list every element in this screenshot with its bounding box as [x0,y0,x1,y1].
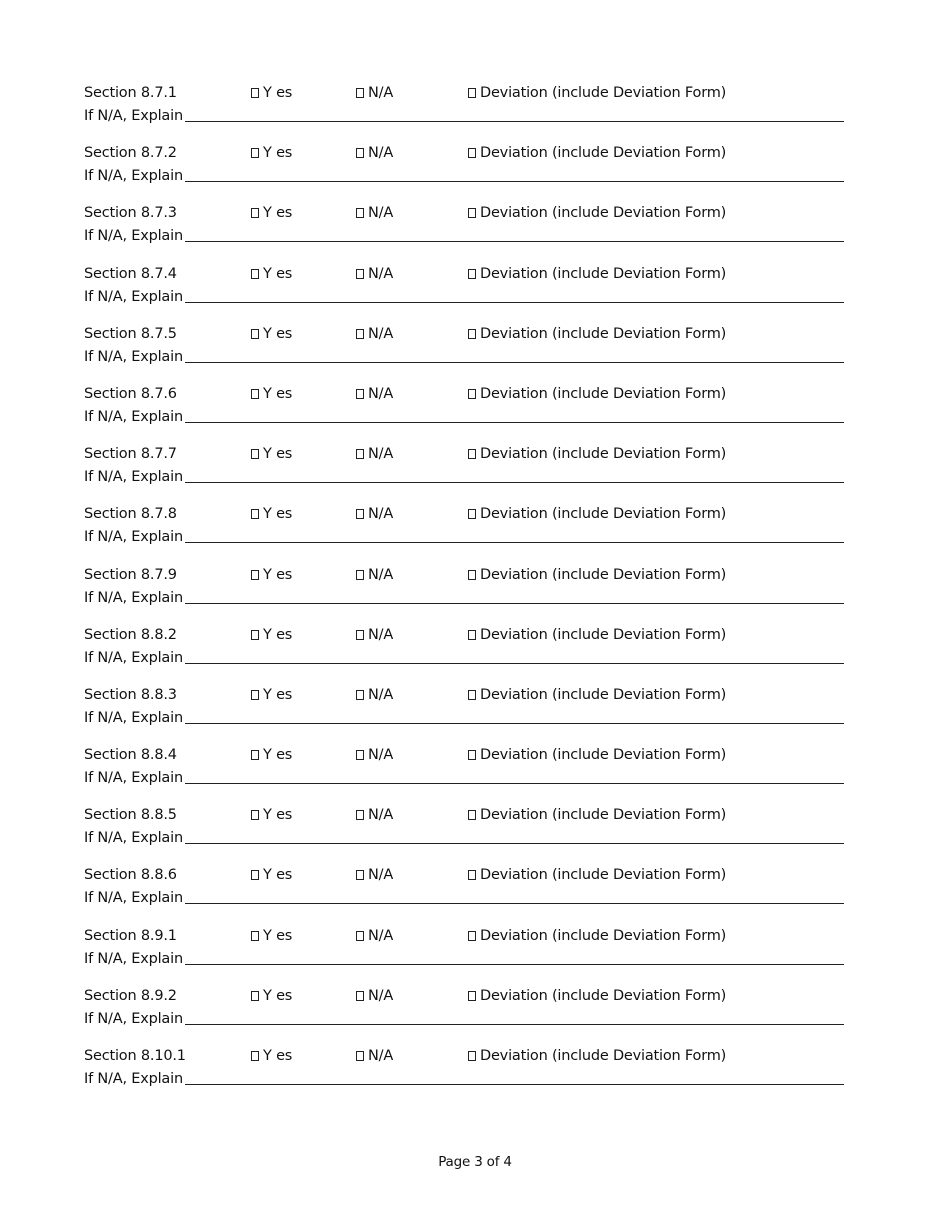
explain-blank-line[interactable] [185,722,844,724]
checkbox-label: N/A [368,686,394,703]
section-label: Section 8.8.6 [84,867,177,884]
checkbox-square-icon[interactable] [251,810,259,820]
checkbox-label: Deviation (include Deviation Form) [480,747,727,764]
deviation-checkbox[interactable] [468,687,726,703]
explain-label: If N/A, Explain [84,649,183,666]
checkbox-square-icon[interactable] [356,329,364,339]
deviation-checkbox[interactable] [468,386,726,402]
explain-blank-line[interactable] [185,180,844,182]
section-label: Section 8.7.1 [84,85,177,101]
checkbox-square-icon[interactable] [468,148,476,158]
checklist-row [84,446,844,506]
na-checkbox[interactable] [356,446,393,462]
deviation-checkbox[interactable] [468,85,726,101]
checkbox-square-icon[interactable] [356,509,364,519]
checkbox-label: N/A [368,506,394,523]
yes-checkbox[interactable] [251,145,292,161]
section-options-line [84,807,844,826]
checkbox-square-icon[interactable] [356,389,364,399]
checklist-row [84,627,844,687]
section-options-line [84,506,844,525]
section-label: Section 8.7.2 [84,145,177,162]
section-label: Section 8.8.3 [84,686,177,703]
checkbox-label: N/A [368,807,394,824]
checklist-row [84,867,844,927]
explain-blank-line[interactable] [185,662,844,664]
explain-label: If N/A, Explain [84,589,183,606]
checkbox-label: Y es [263,807,293,824]
explain-line [84,405,844,425]
section-options-line [84,867,844,886]
checkbox-label: Y es [263,205,293,222]
checkbox-label: Y es [263,325,293,342]
checkbox-label: N/A [368,987,394,1004]
section-options-line [84,627,844,646]
checkbox-label: Y es [263,446,293,463]
checklist-row [84,506,844,566]
na-checkbox[interactable] [356,867,393,883]
yes-checkbox[interactable] [251,446,292,462]
checkbox-square-icon[interactable] [468,630,476,640]
explain-blank-line[interactable] [185,301,844,303]
checkbox-square-icon[interactable] [468,870,476,880]
yes-checkbox[interactable] [251,326,292,342]
explain-label: If N/A, Explain [84,890,183,907]
section-options-line [84,145,844,164]
checkbox-label: Y es [263,1048,293,1064]
checkbox-square-icon[interactable] [356,449,364,459]
deviation-checkbox[interactable] [468,867,726,883]
explain-label: If N/A, Explain [84,709,183,726]
checklist-row [84,386,844,446]
checklist-row [84,988,844,1048]
yes-checkbox[interactable] [251,807,292,823]
checkbox-square-icon[interactable] [468,269,476,279]
checkbox-label: N/A [368,145,394,162]
section-label: Section 8.8.4 [84,747,177,764]
checkbox-label: N/A [368,446,394,463]
checkbox-label: Deviation (include Deviation Form) [480,265,727,282]
deviation-checkbox[interactable] [468,988,726,1004]
yes-checkbox[interactable] [251,386,292,402]
yes-checkbox[interactable] [251,1048,292,1064]
section-label: Section 8.9.1 [84,927,177,944]
checkbox-label: Deviation (include Deviation Form) [480,205,727,222]
section-options-line [84,85,844,104]
na-checkbox[interactable] [356,326,393,342]
checkbox-square-icon[interactable] [251,570,259,580]
explain-line [84,465,844,485]
deviation-checkbox[interactable] [468,326,726,342]
explain-line [84,586,844,606]
checklist-row [84,1048,844,1108]
explain-label: If N/A, Explain [84,168,183,185]
explain-blank-line[interactable] [185,1083,844,1085]
checkbox-square-icon[interactable] [356,1051,364,1061]
checkbox-square-icon[interactable] [356,88,364,98]
checkbox-square-icon[interactable] [468,1051,476,1061]
explain-label: If N/A, Explain [84,529,183,546]
deviation-checkbox[interactable] [468,747,726,763]
checkbox-square-icon[interactable] [356,931,364,941]
yes-checkbox[interactable] [251,988,292,1004]
section-options-line [84,446,844,465]
explain-line [84,345,844,365]
deviation-checkbox[interactable] [468,807,726,823]
checkbox-square-icon[interactable] [251,88,259,98]
na-checkbox[interactable] [356,687,393,703]
explain-blank-line[interactable] [185,120,844,122]
explain-blank-line[interactable] [185,361,844,363]
na-checkbox[interactable] [356,266,393,282]
explain-line [84,525,844,545]
na-checkbox[interactable] [356,506,393,522]
checklist-row [84,145,844,205]
checkbox-square-icon[interactable] [468,389,476,399]
explain-line [84,706,844,726]
section-label: Section 8.9.2 [84,987,177,1004]
checkbox-square-icon[interactable] [356,148,364,158]
checklist-row [84,928,844,988]
deviation-checkbox[interactable] [468,506,726,522]
explain-line [84,285,844,305]
na-checkbox[interactable] [356,85,393,101]
deviation-checkbox[interactable] [468,145,726,161]
checklist-row [84,326,844,386]
na-checkbox[interactable] [356,988,393,1004]
checkbox-label: Y es [263,987,293,1004]
checkbox-label: N/A [368,385,394,402]
na-checkbox[interactable] [356,627,393,643]
checkbox-label: N/A [368,1048,394,1064]
checkbox-label: Y es [263,747,293,764]
explain-line [84,947,844,967]
checkbox-square-icon[interactable] [251,630,259,640]
checklist-row [84,266,844,326]
section-label: Section 8.7.7 [84,446,177,463]
section-label: Section 8.7.6 [84,385,177,402]
explain-blank-line[interactable] [185,240,844,242]
checkbox-label: N/A [368,85,394,101]
explain-line [84,164,844,184]
checkbox-square-icon[interactable] [251,449,259,459]
checkbox-label: Y es [263,506,293,523]
explain-blank-line[interactable] [185,602,844,604]
checkbox-label: Deviation (include Deviation Form) [480,145,727,162]
checkbox-square-icon[interactable] [356,570,364,580]
checkbox-square-icon[interactable] [468,449,476,459]
explain-blank-line[interactable] [185,842,844,844]
section-options-line [84,266,844,285]
checkbox-label: Deviation (include Deviation Form) [480,686,727,703]
checkbox-label: N/A [368,566,394,583]
section-options-line [84,1048,844,1067]
explain-label: If N/A, Explain [84,288,183,305]
explain-blank-line[interactable] [185,421,844,423]
checkbox-label: N/A [368,927,394,944]
checkbox-square-icon[interactable] [251,870,259,880]
checkbox-label: Y es [263,145,293,162]
checkbox-square-icon[interactable] [251,148,259,158]
explain-blank-line[interactable] [185,902,844,904]
explain-blank-line[interactable] [185,1023,844,1025]
checkbox-label: Y es [263,867,293,884]
checkbox-label: Deviation (include Deviation Form) [480,626,727,643]
checkbox-square-icon[interactable] [251,329,259,339]
explain-line [84,224,844,244]
checkbox-label: Deviation (include Deviation Form) [480,506,727,523]
checkbox-square-icon[interactable] [468,750,476,760]
checkbox-square-icon[interactable] [468,810,476,820]
yes-checkbox[interactable] [251,687,292,703]
section-options-line [84,687,844,706]
section-label: Section 8.7.5 [84,325,177,342]
checklist-row [84,567,844,627]
explain-blank-line[interactable] [185,481,844,483]
checkbox-label: Deviation (include Deviation Form) [480,807,727,824]
yes-checkbox[interactable] [251,506,292,522]
explain-label: If N/A, Explain [84,770,183,787]
explain-label: If N/A, Explain [84,408,183,425]
checkbox-square-icon[interactable] [356,208,364,218]
na-checkbox[interactable] [356,1048,393,1064]
checklist-row [84,687,844,747]
checkbox-label: Deviation (include Deviation Form) [480,867,727,884]
explain-blank-line[interactable] [185,782,844,784]
checkbox-square-icon[interactable] [251,269,259,279]
explain-line [84,1067,844,1087]
na-checkbox[interactable] [356,928,393,944]
section-label: Section 8.8.2 [84,626,177,643]
checkbox-square-icon[interactable] [356,269,364,279]
checkbox-label: N/A [368,325,394,342]
checkbox-label: Y es [263,265,293,282]
checkbox-label: Y es [263,927,293,944]
explain-label: If N/A, Explain [84,830,183,847]
checkbox-square-icon[interactable] [251,208,259,218]
section-label: Section 8.7.8 [84,506,177,523]
checkbox-square-icon[interactable] [468,690,476,700]
checkbox-label: Deviation (include Deviation Form) [480,85,727,101]
deviation-checkbox[interactable] [468,567,726,583]
section-label: Section 8.7.4 [84,265,177,282]
checkbox-square-icon[interactable] [356,810,364,820]
yes-checkbox[interactable] [251,567,292,583]
checkbox-label: Y es [263,85,293,101]
section-label: Section 8.7.3 [84,205,177,222]
page-number: Page 3 of 4 [438,1154,512,1170]
checkbox-square-icon[interactable] [251,750,259,760]
checkbox-square-icon[interactable] [468,931,476,941]
explain-line [84,766,844,786]
explain-label: If N/A, Explain [84,1071,183,1087]
yes-checkbox[interactable] [251,928,292,944]
checkbox-square-icon[interactable] [356,690,364,700]
checkbox-label: N/A [368,867,394,884]
explain-line [84,646,844,666]
section-label: Section 8.8.5 [84,807,177,824]
checklist-row [84,85,844,145]
checkbox-square-icon[interactable] [251,509,259,519]
section-label: Section 8.7.9 [84,566,177,583]
explain-blank-line[interactable] [185,541,844,543]
explain-line [84,104,844,124]
explain-blank-line[interactable] [185,963,844,965]
explain-label: If N/A, Explain [84,1010,183,1027]
na-checkbox[interactable] [356,807,393,823]
checkbox-label: Deviation (include Deviation Form) [480,1048,727,1064]
explain-label: If N/A, Explain [84,348,183,365]
checklist-row [84,747,844,807]
section-options-line [84,988,844,1007]
checkbox-square-icon[interactable] [468,509,476,519]
yes-checkbox[interactable] [251,747,292,763]
checkbox-square-icon[interactable] [251,690,259,700]
na-checkbox[interactable] [356,567,393,583]
checkbox-square-icon[interactable] [356,750,364,760]
section-label: Section 8.10.1 [84,1048,186,1064]
explain-label: If N/A, Explain [84,950,183,967]
checkbox-square-icon[interactable] [468,88,476,98]
checklist-row [84,807,844,867]
checkbox-square-icon[interactable] [356,630,364,640]
section-options-line [84,386,844,405]
checkbox-square-icon[interactable] [356,991,364,1001]
section-options-line [84,747,844,766]
checkbox-square-icon[interactable] [251,1051,259,1061]
deviation-checkbox[interactable] [468,266,726,282]
na-checkbox[interactable] [356,747,393,763]
deviation-checkbox[interactable] [468,928,726,944]
checkbox-square-icon[interactable] [251,931,259,941]
yes-checkbox[interactable] [251,627,292,643]
checkbox-label: Deviation (include Deviation Form) [480,927,727,944]
explain-label: If N/A, Explain [84,469,183,486]
checkbox-square-icon[interactable] [251,991,259,1001]
yes-checkbox[interactable] [251,867,292,883]
checkbox-label: Deviation (include Deviation Form) [480,987,727,1004]
checkbox-label: N/A [368,205,394,222]
checkbox-square-icon[interactable] [468,329,476,339]
explain-label: If N/A, Explain [84,108,183,124]
checkbox-label: Y es [263,626,293,643]
checklist [84,85,844,1108]
checklist-row [84,205,844,265]
explain-line [84,826,844,846]
checkbox-label: N/A [368,265,394,282]
checkbox-label: Deviation (include Deviation Form) [480,385,727,402]
section-options-line [84,567,844,586]
checkbox-square-icon[interactable] [468,570,476,580]
section-options-line [84,205,844,224]
na-checkbox[interactable] [356,386,393,402]
yes-checkbox[interactable] [251,205,292,221]
checkbox-label: Deviation (include Deviation Form) [480,325,727,342]
explain-label: If N/A, Explain [84,228,183,245]
checkbox-label: N/A [368,747,394,764]
section-options-line [84,928,844,947]
checkbox-square-icon[interactable] [468,991,476,1001]
checkbox-square-icon[interactable] [251,389,259,399]
deviation-checkbox[interactable] [468,446,726,462]
checkbox-square-icon[interactable] [356,870,364,880]
checkbox-label: Y es [263,385,293,402]
na-checkbox[interactable] [356,205,393,221]
explain-line [84,1007,844,1027]
deviation-checkbox[interactable] [468,627,726,643]
checkbox-label: Deviation (include Deviation Form) [480,566,727,583]
checkbox-label: N/A [368,626,394,643]
section-options-line [84,326,844,345]
checkbox-label: Y es [263,566,293,583]
checkbox-label: Deviation (include Deviation Form) [480,446,727,463]
deviation-checkbox[interactable] [468,1048,726,1064]
explain-line [84,886,844,906]
yes-checkbox[interactable] [251,266,292,282]
yes-checkbox[interactable] [251,85,292,101]
checkbox-square-icon[interactable] [468,208,476,218]
checkbox-label: Y es [263,686,293,703]
deviation-checkbox[interactable] [468,205,726,221]
na-checkbox[interactable] [356,145,393,161]
